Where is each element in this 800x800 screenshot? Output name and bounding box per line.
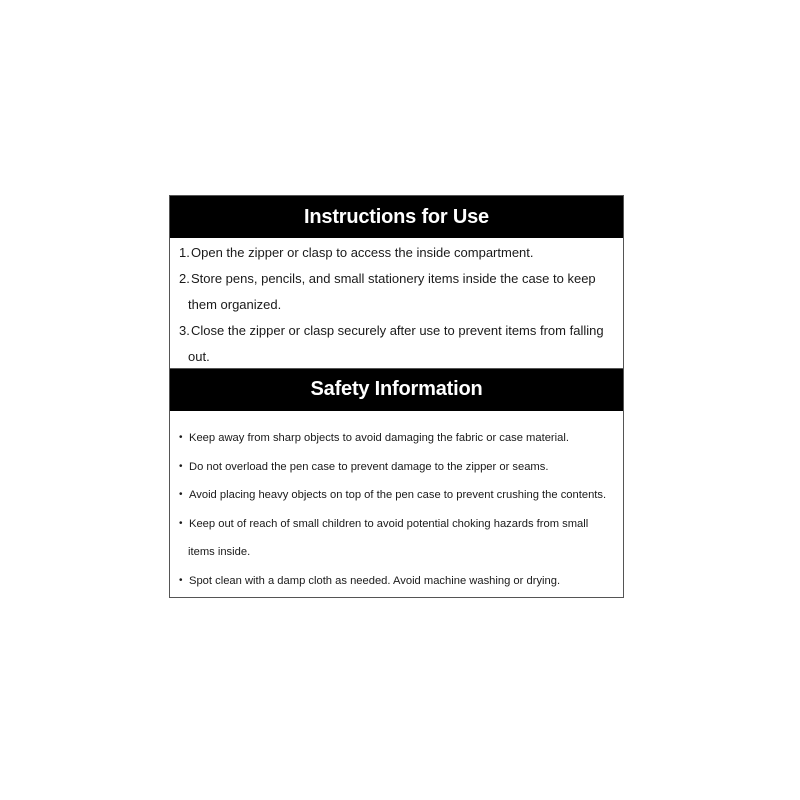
instruction-step — [170, 318, 613, 370]
safety-item-text-continued: items inside. — [188, 546, 251, 558]
bullet-icon: • — [179, 489, 183, 500]
bullet-icon: • — [179, 517, 183, 529]
safety-item — [170, 453, 619, 482]
safety-list — [170, 411, 623, 595]
safety-item-text: Keep out of reach of small children to avoid potential choking hazards from small — [189, 517, 589, 530]
bullet-icon: • — [179, 460, 183, 472]
safety-item-text: Do not overload the pen case to prevent damage to the zipper or seams. — [189, 460, 549, 473]
safety-item — [170, 424, 619, 453]
instruction-step — [170, 240, 613, 266]
safety-heading: Safety Information — [170, 368, 623, 411]
step-text: Close the zipper or clasp securely after use to prevent items from falling — [191, 323, 604, 338]
info-card — [169, 195, 624, 598]
instruction-step — [170, 266, 613, 318]
step-text-continued: out. — [188, 349, 210, 364]
step-text-continued: them organized. — [188, 297, 282, 312]
instructions-heading: Instructions for Use — [170, 196, 623, 238]
safety-item-text: Keep away from sharp objects to avoid damaging the fabric or case material. — [189, 432, 569, 444]
bullet-icon: • — [179, 574, 183, 586]
step-text: Open the zipper or clasp to access the inside compartment. — [191, 245, 534, 260]
step-number: 1. — [179, 245, 190, 260]
step-number: 2. — [179, 271, 190, 286]
safety-item — [170, 510, 619, 567]
safety-item-text: Avoid placing heavy objects on top of the pen case to prevent crushing the contents. — [189, 489, 607, 501]
safety-item — [170, 567, 619, 596]
step-text: Store pens, pencils, and small stationery items inside the case to keep — [191, 271, 596, 286]
safety-item-text: Spot clean with a damp cloth as needed. Avoid machine washing or drying. — [189, 574, 561, 587]
bullet-icon: • — [179, 432, 183, 443]
safety-item — [170, 481, 619, 510]
step-number: 3. — [179, 323, 190, 338]
instructions-list — [170, 238, 623, 368]
